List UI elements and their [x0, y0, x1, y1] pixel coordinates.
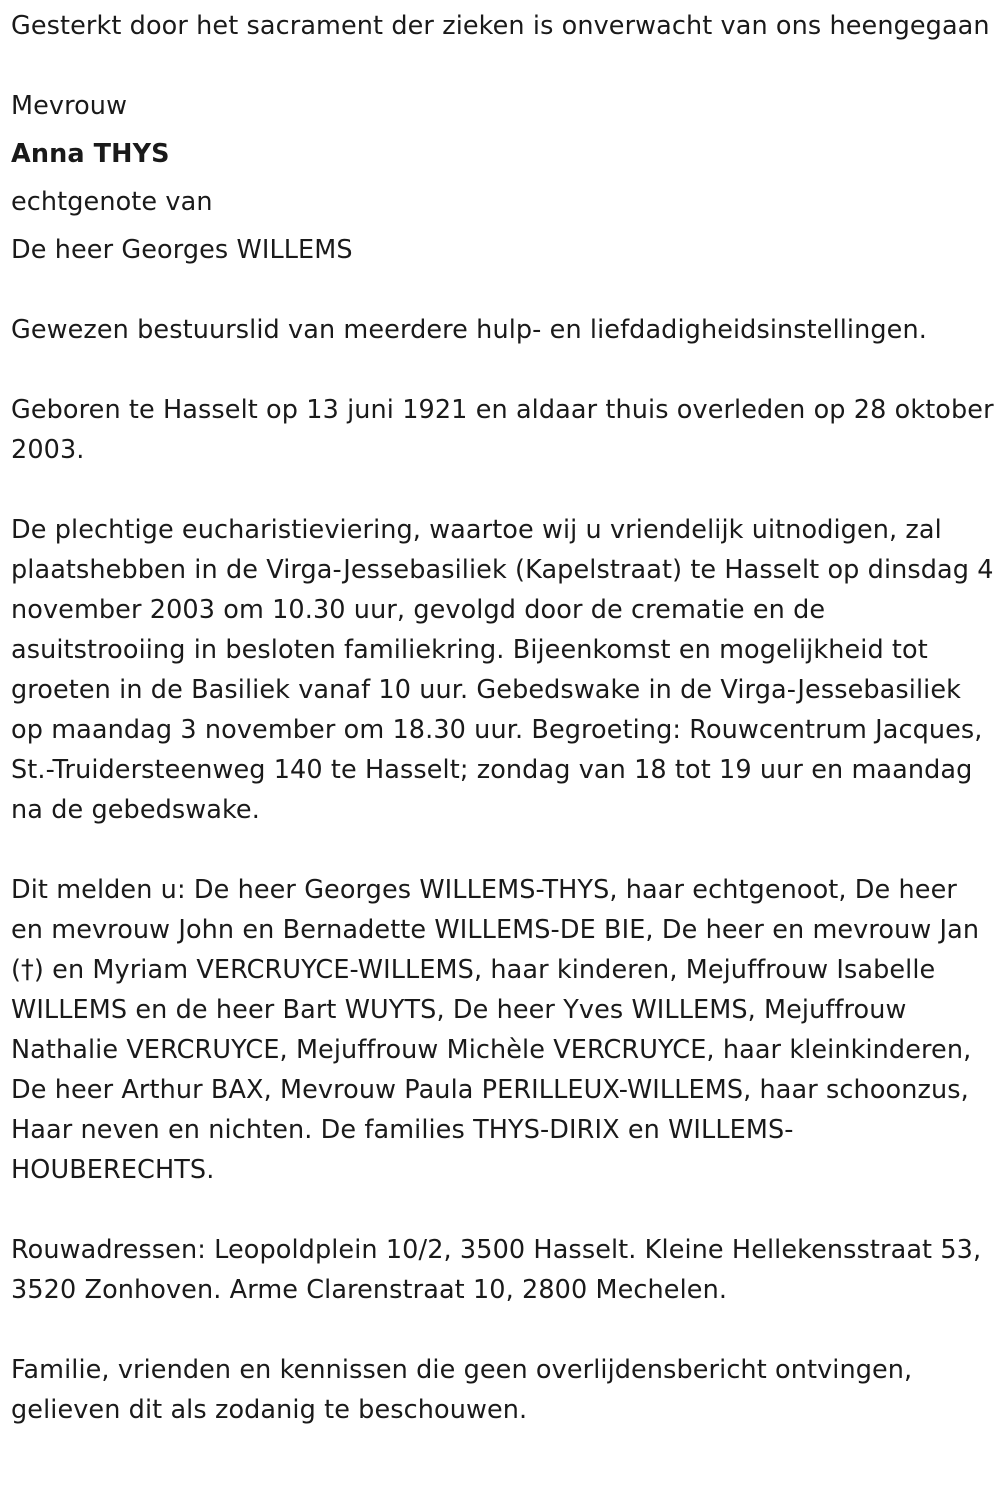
- spacer: [11, 830, 996, 870]
- obituary-notice: [11, 6, 996, 1430]
- role-text: Gewezen bestuurslid van meerdere hulp- en liefdadigheidsinstellingen.: [11, 315, 927, 345]
- relation-text: echtgenote van: [11, 187, 213, 217]
- spacer: [11, 1310, 996, 1350]
- closing-text: Familie, vrienden en kennissen die geen overlijdensbericht ontvingen, gelieven dit als zodanig te beschouwen.: [11, 1355, 913, 1425]
- addresses-text: Rouwadressen: Leopoldplein 10/2, 3500 Hasselt. Kleine Hellekensstraat 53, 3520 Zonhoven. Arme Clarenstraat 10, 2800 Mechelen.: [11, 1235, 982, 1305]
- spacer: [11, 350, 996, 390]
- announcers-text: Dit melden u: De heer Georges WILLEMS-THYS, haar echtgenoot, De heer en mevrouw John en Bernadette WILLEMS-DE BIE, De heer en mevrouw Jan (†) en Myriam VERCRUYCE-WILLEMS, haar kinderen, Mejuffrouw Isabelle WILLEMS en de heer Bart WUYTS, De heer Yves WILLEMS, Mejuffrouw Nathalie VERCRUYCE, Mejuffrouw Michèle VERCRUYCE, haar kleinkinderen, De heer Arthur BAX, Mevrouw Paula PERILLEUX-WILLEMS, haar schoonzus, Haar neven en nichten. De families THYS-DIRIX en WILLEMS-HOUBERECHTS.: [11, 875, 980, 1185]
- spacer: [11, 1190, 996, 1230]
- ceremony-text: De plechtige eucharistieviering, waartoe wij u vriendelijk uitnodigen, zal plaatshebben in de Virga-Jessebasiliek (Kapelstraat) te Hasselt op dinsdag 4 november 2003 om 10.30 uur, gevolgd door de crematie en de asuitstrooiing in besloten familiekring. Bijeenkomst en mogelijkheid tot groeten in de Basiliek vanaf 10 uur. Gebedswake in de Virga-Jessebasiliek op maandag 3 november om 18.30 uur. Begroeting: Rouwcentrum Jacques, St.-Truidersteenweg 140 te Hasselt; zondag van 18 tot 19 uur en maandag na de gebedswake.: [11, 515, 994, 825]
- deceased-name: Anna THYS: [11, 139, 170, 169]
- salutation: Mevrouw: [11, 91, 128, 121]
- spacer: [11, 470, 996, 510]
- birth-death-text: Geboren te Hasselt op 13 juni 1921 en aldaar thuis overleden op 28 oktober 2003.: [11, 395, 994, 465]
- spouse-name: De heer Georges WILLEMS: [11, 235, 353, 265]
- spacer: [11, 270, 996, 310]
- spacer: [11, 46, 996, 86]
- intro-text: Gesterkt door het sacrament der zieken is onverwacht van ons heengegaan: [11, 11, 990, 41]
